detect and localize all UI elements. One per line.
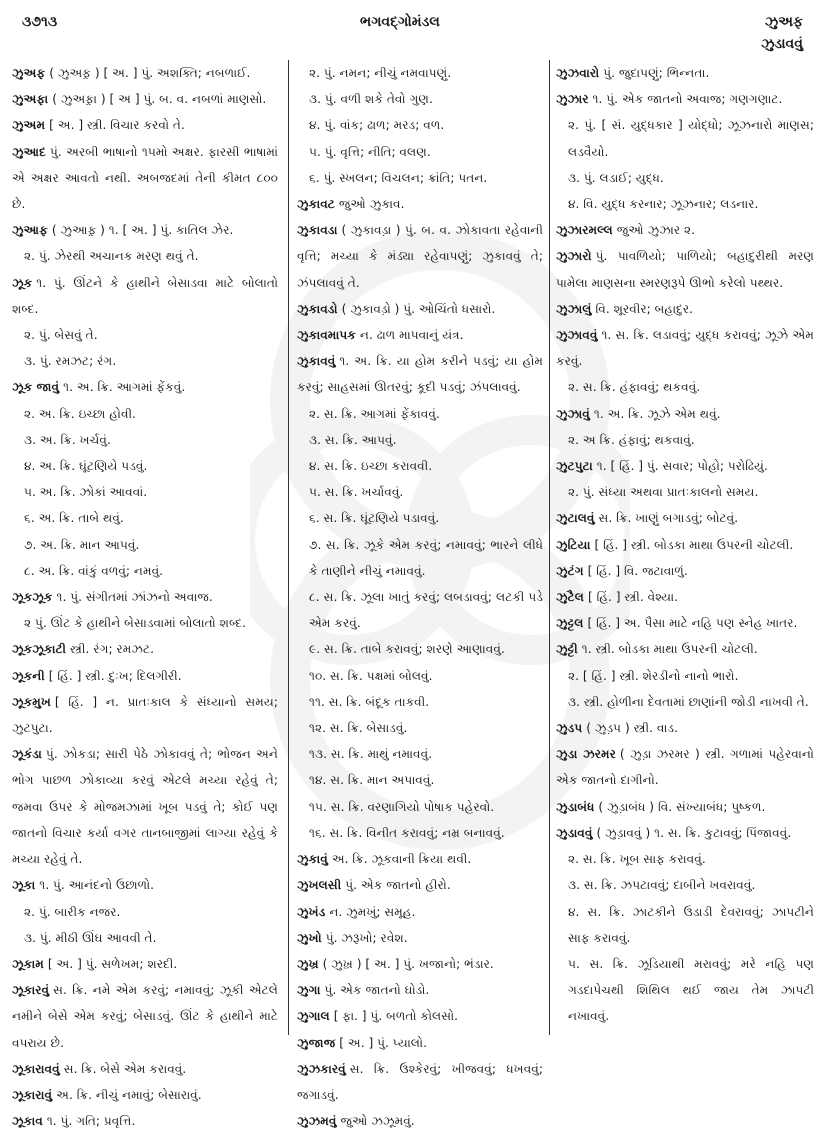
dictionary-entry <box>12 1108 278 1134</box>
definition: ૧. [ હિં. ] પું. સવાર; પોહો; પરોઢિયું. <box>596 459 768 474</box>
headword: ઝુડાબંધ <box>556 799 595 814</box>
dictionary-entry <box>556 794 814 820</box>
dictionary-entry <box>12 112 278 138</box>
definition: [ અ. ] સ્ત્રી. વિચાર કરવો તે. <box>49 118 185 133</box>
definition: પું. એક જાતનો હીરો. <box>345 878 451 893</box>
headword: ઝુઝકારવું <box>297 1061 346 1076</box>
definition: અ. ક્રિ. નીચું નમાવું; બેસારાવું. <box>56 1087 202 1102</box>
definition: ૧. પું. એક જાતનો અવાજ; ગણગણાટ. <box>592 92 783 107</box>
headword: ઝુટ્ટલ <box>556 616 584 631</box>
definition: પું. એક જાતનો ઘોડો. <box>324 983 430 998</box>
headword: ઝૂકંડા <box>12 747 42 762</box>
sub-sense: ૩. પું. વળી શકે તેવો ગુણ. <box>309 92 433 107</box>
dictionary-entry <box>556 243 814 295</box>
dictionary-entry <box>12 636 278 662</box>
sub-sense: ૨. પું. સંધ્યા અથવા પ્રાતઃકાલનો સમય. <box>568 485 759 500</box>
headword: ઝુટંગ <box>556 563 584 578</box>
sub-sense: ૬. અ. ક્રિ. તાબે થવું. <box>24 511 124 526</box>
headword: ઝુટિયા <box>556 537 591 552</box>
dictionary-entry <box>12 584 278 610</box>
sub-sense: ૩. અ. ક્રિ. ખર્ચવું. <box>24 432 111 447</box>
dictionary-entry <box>12 1056 278 1082</box>
sub-sense: ૨. પું. [ સં. યુદ્ધકાર ] યોદ્ધો; ઝૂઝનારો માણસ; લડવૈયો. <box>568 118 814 159</box>
sub-sense: ૨. પું. ઝેરથી અચાનક મરણ થવું તે. <box>24 249 199 264</box>
definition: [ હિં. ] વિ. જટાવાળું. <box>587 563 688 578</box>
definition: પું. ઝોકડા; સારી પેઠે ઝોકાવવું તે; ભોજન અને ભોગ પાછળ ઝોકાવ્યા કરવું એટલે મચ્યા રહેવું તે; જમવા ઉપર કે મોજમઝામાં ખૂબ પડવું તે; કોઈ પણ જાતનો વિચાર કર્યા વગર તાનબાજીમાં લાગ્યા રહેવું કે મચ્યા રહેવું તે. <box>12 747 278 867</box>
headword: ઝુઅમ <box>12 118 46 133</box>
definition: સ. ક્રિ. નમે એમ કરવું; નમાવવું; ઝૂકી એટલે નમીને બેસે એમ કરવું; બેસાડવું. ઊંટ કે હાથીને માટે વપરાય છે. <box>12 983 278 1050</box>
dictionary-entry <box>12 977 278 1056</box>
definition: ( ઝુડ઼ા ઝરમર ) સ્ત્રી. ગળામાં પહેરવાનો એક જાતનો દાગીનો. <box>556 747 814 788</box>
headword: ઝુડાવવું <box>556 825 593 840</box>
definition: સ્ત્રી. રંગ; રમઝટ. <box>70 642 154 657</box>
definition: અ. ક્રિ. ઝૂકવાની ક્રિયા થવી. <box>331 852 472 867</box>
definition: ( ઝુડ઼ાવવું ) ૧. સ. ક્રિ. કુટાવવું; પિંજાવવું. <box>596 825 792 840</box>
definition: ૧. પું. ગતિ; પ્રવૃત્તિ. <box>46 1114 136 1129</box>
sub-sense: ૪. વિ. યુદ્ધ કરનાર; ઝૂઝનાર; લડનાર. <box>568 197 759 212</box>
sub-sense: ૧૪. સ. ક્રિ. માન અપાવવું. <box>309 773 435 788</box>
sub-sense: ૨. સ. ક્રિ. આગમાં ફેંકાવવું. <box>309 406 440 421</box>
definition: પું. ઝરૂખો; રવેશ. <box>325 930 408 945</box>
guide-word-first: ઝુઅફ <box>764 14 803 30</box>
dictionary-entry <box>12 663 278 689</box>
dictionary-entry <box>297 977 543 1003</box>
dictionary-entry <box>556 60 814 86</box>
dictionary-entry <box>556 820 814 846</box>
headword: ઝુખલસી <box>297 878 342 893</box>
column-divider <box>549 60 550 1035</box>
sub-sense: ૫. અ. ક્રિ. ઝોકાં આવવાં. <box>24 485 148 500</box>
headword: ઝુટપુટા <box>556 459 593 474</box>
dictionary-entry <box>556 741 814 793</box>
sub-sense: ૨. સ. ક્રિ. ખૂબ સાફ કરાવવું. <box>568 852 706 867</box>
headword: ઝુખ્ર <box>297 956 319 971</box>
dictionary-entry <box>12 741 278 872</box>
definition: [ હિં. ] ન. પ્રાતઃકાલ કે સંધ્યાનો સમય; ઝુટપુટા. <box>12 694 278 736</box>
sub-sense: ૩. સ. ક્રિ. આપવું. <box>309 432 397 447</box>
headword: ઝુઝારમલ્લ <box>556 223 613 238</box>
dictionary-entry <box>12 217 278 243</box>
definition: જુઓ ઝુઝાર ૨. <box>616 223 696 238</box>
definition: જુઓ ઝુકાવ. <box>338 197 405 212</box>
dictionary-entry <box>297 217 543 296</box>
dictionary-entry <box>556 610 814 636</box>
definition: પું. પાવળિયો; પાળિયો; બહાદુરીથી મરણ પામેલા માણસના સ્મરણરૂપે ઊભો કરેલો પથ્થર. <box>556 249 814 290</box>
dictionary-entry <box>12 1082 278 1108</box>
definition: પું. અરબી ભાષાનો ૧૫મો અક્ષર. ફારસી ભાષામાં એ અક્ષર આવતો નથી. અબજદમાં તેની કીમત ૮૦૦ છે. <box>12 144 278 212</box>
definition: સ. ક્રિ. ઉશ્કેરવું; ખીજવવું; ધખવવું; જગાડવું. <box>297 1061 543 1102</box>
dictionary-entry <box>297 322 543 348</box>
sub-sense: ૭. અ. ક્રિ. માન આપવું. <box>24 537 140 552</box>
headword: ઝૂકારાવવું <box>12 1061 60 1076</box>
sub-sense: ૧૬. સ. ક્રિ. વિનીત કરાવવું; નમ્ર બનાવવું. <box>309 825 505 840</box>
headword: ઝુડપ <box>556 721 583 736</box>
dictionary-entry <box>556 401 814 427</box>
headword: ઝુઝાવવું <box>556 328 598 343</box>
definition: [ ફા. ] પું. બળતો કોલસો. <box>333 1009 459 1024</box>
sub-sense: ૧૦. સ. ક્રિ. પક્ષમાં બોલવું. <box>309 668 433 683</box>
sub-sense: ૪. સ. ક્રિ. ઝાટકીને ઉડાડી દેવરાવવું; ઝાપટીને સાફ કરાવવું. <box>568 904 814 945</box>
headword: ઝુકાવવું <box>297 354 336 369</box>
headword: ઝુકાવડો <box>297 301 338 316</box>
sub-sense: ૨. અ. ક્રિ. ઇચ્છા હોવી. <box>24 406 136 421</box>
sub-sense: ૯. સ. ક્રિ. તાબે કરાવવું; શરણે આણાવવું. <box>309 642 505 657</box>
definition: ( ઝુઆફ઼ ) ૧. [ અ. ] પું. કાતિલ ઝેર. <box>51 223 234 238</box>
dictionary-entry <box>556 715 814 741</box>
column-1 <box>12 60 278 1134</box>
column-2 <box>297 60 543 1134</box>
dictionary-entry <box>12 139 278 218</box>
definition: [ હિં. ] અ. પૈસા માટે નહિ પણ સ્નેહ ખાતર. <box>587 616 798 631</box>
dictionary-entry <box>556 532 814 558</box>
definition: ૧. પું. સંગીતમાં ઝાંઝનો અવાજ. <box>56 590 213 605</box>
headword: ઝુઆદ <box>12 144 46 159</box>
dictionary-entry <box>12 374 278 400</box>
definition: [ અ. ] પું. સળેખમ; શરદી. <box>47 956 178 971</box>
dictionary-entry <box>556 86 814 112</box>
definition: સ. ક્રિ. ખાણું બગાડવું; બોટવું. <box>598 511 739 526</box>
column-divider <box>288 60 289 1035</box>
definition: ન. ઢાળ માપવાનું યંત્ર. <box>359 328 464 343</box>
page-number: ૩૭૧૩ <box>22 14 58 30</box>
headword: ઝૂકા <box>12 878 36 893</box>
definition: ૧. અ. ક્રિ. યા હોમ કરીને પડવું; યા હોમ કરવું; સાહસમાં ઊતરવું; કૂદી પડવું; ઝંપલાવવું. <box>297 354 543 395</box>
sub-sense: ૩. પું. રમઝટ; રંગ. <box>24 354 117 369</box>
headword: ઝૂકારવું <box>12 983 50 998</box>
sub-sense: ૧૩. સ. ક્રિ. માથું નમાવવું. <box>309 747 433 762</box>
definition: ( ઝુઅફ઼ ) [ અ. ] પું. અશક્તિ; નબળાઈ. <box>49 66 251 80</box>
headword: ઝુગા <box>297 983 321 998</box>
dictionary-entry <box>297 899 543 925</box>
definition: ૧. અ. ક્રિ. ઝૂઝે એમ થવું. <box>593 406 721 421</box>
definition: વિ. શૂરવીર; બહાદુર. <box>595 301 694 316</box>
sub-sense: ૮. સ. ક્રિ. ઝૂલા ખાતું કરવું; લબડાવવું; લટકી પડે એમ કરવું. <box>309 590 543 631</box>
sub-sense: ૩. સ. ક્રિ. ઝપટાવવું; દાબીને ખવરાવવું. <box>568 878 756 893</box>
headword: ઝુકાવડા <box>297 223 338 238</box>
definition: ૧. સ. ક્રિ. લડાવવું; યુદ્ધ કરાવવું; ઝૂઝે એમ કરવું. <box>556 328 814 369</box>
sub-sense: ૩. પું. મીઠી ઊંઘ આવવી તે. <box>24 930 157 945</box>
sub-sense: ૬. સ. ક્રિ. ઘૂંટણિયે પડાવવું. <box>309 511 440 526</box>
headword: ઝુકાવમાપક <box>297 328 356 343</box>
definition: ( ઝુકાવડ઼ો ) પું. ઓચિંતો ધસારો. <box>341 301 496 316</box>
definition: ( ઝુડ઼પ ) સ્ત્રી. વાડ. <box>586 721 678 736</box>
headword: ઝુટ્ટી <box>556 642 578 657</box>
dictionary-entry <box>297 1056 543 1108</box>
headword: ઝુઅફા <box>12 92 49 107</box>
dictionary-entry <box>556 505 814 531</box>
definition: ( ઝુડ઼ાબંધ ) વિ. સંખ્યાબંધ; પુષ્કળ. <box>598 799 766 814</box>
sub-sense: ૨. અ ક્રિ. હંફાવું; થકવાવું. <box>568 432 695 447</box>
dictionary-entry <box>297 872 543 898</box>
headword: ઝુઝાલું <box>556 301 592 316</box>
sub-sense: ૫. પું. વૃત્તિ; નીતિ; વલણ. <box>309 144 431 159</box>
definition: ( ઝુઅફ઼ા ) [ અ ] પું. બ. વ. નબળાં માણસો. <box>52 92 267 107</box>
definition: જુઓ ઝઝૂમવું. <box>340 1114 415 1129</box>
sub-sense: ૭. સ. ક્રિ. ઝૂકે એમ કરવું; નમાવવું; ભારને લીધે કે તાણીને નીચું નમાવવું. <box>309 537 543 578</box>
headword: ઝુટૈલ <box>556 590 584 605</box>
headword: ઝુઝારો <box>556 249 592 264</box>
definition: ૧. પું. આનંદનો ઉછાળો. <box>39 878 155 893</box>
dictionary-entry <box>297 1030 543 1056</box>
headword: ઝુઅફ <box>12 66 46 80</box>
dictionary-entry <box>297 951 543 977</box>
headword: ઝુખંડ <box>297 904 326 919</box>
dictionary-entry <box>297 191 543 217</box>
dictionary-entry <box>297 846 543 872</box>
sub-sense: ૨ પું. ઊંટ કે હાથીને બેસાડવામાં બોલાતો શબ્દ. <box>24 616 246 631</box>
headword: ઝુજાજ <box>297 1035 336 1050</box>
headword: ઝૂક <box>12 275 33 290</box>
sub-sense: ૩. પું. લડાઈ; યુદ્ધ. <box>568 170 664 185</box>
dictionary-entry <box>556 453 814 479</box>
headword: ઝુઝમવું <box>297 1114 337 1129</box>
sub-sense: ૨. પું. બેસવું તે. <box>24 328 98 343</box>
definition: ( ઝુકાવડ઼ા ) પું. બ. વ. ઝોકાવતા રહેવાની વૃત્તિ; મચ્યા કે મંડ્યા રહેવાપણું; ઝુકાવવું તે; ઝંપલાવવું તે. <box>297 223 543 290</box>
headword: ઝુઝાવું <box>556 406 590 421</box>
definition: [ હિં. ] સ્ત્રી. દુઃખ; દિલગીરી. <box>48 668 182 683</box>
sub-sense: ૧૫. સ. ક્રિ. વરણાગિયો પોષાક પહેરવો. <box>309 799 495 814</box>
definition: ૧. અ. ક્રિ. આગમાં ફેંકવું. <box>63 380 186 395</box>
guide-word-last: ઝુડાવવું <box>761 36 803 52</box>
dictionary-entry <box>12 86 278 112</box>
headword: ઝૂકની <box>12 668 45 683</box>
dictionary-entry <box>12 951 278 977</box>
dictionary-entry <box>12 60 278 86</box>
dictionary-entry <box>556 217 814 243</box>
sub-sense: ૨. સ. ક્રિ. હંફાવવું; થકવવું. <box>568 380 701 395</box>
definition: [ હિં. ] સ્ત્રી. બોડકા માથા ઉપરની ચોટલી. <box>594 537 794 552</box>
column-3 <box>556 60 814 1030</box>
sub-sense: ૫. સ. ક્રિ. ઝૂડિયાથી મરાવવું; મરે નહિ પણ ગડદાપેચથી શિથિલ થઈ જાય તેમ ઝાપટી નખાવવું. <box>568 956 814 1024</box>
dictionary-entry <box>12 872 278 898</box>
dictionary-entry <box>556 584 814 610</box>
headword: ઝુઝાર <box>556 92 589 107</box>
dictionary-entry <box>12 270 278 322</box>
headword: ઝુઆફ <box>12 223 48 238</box>
headword: ઝુઝવારો <box>556 66 600 80</box>
definition: ૧. સ્ત્રી. બોડકા માથા ઉપરની ચોટલી. <box>581 642 758 657</box>
headword: ઝૂકમુખ <box>12 694 51 709</box>
sub-sense: ૨. [ હિં. ] સ્ત્રી. શેરડીનો નાનો ભારો. <box>568 668 739 683</box>
definition: સ. ક્રિ. બેસે એમ કરાવવું. <box>63 1061 187 1076</box>
sub-sense: ૪. સ. ક્રિ. ઇચ્છા કરાવવી. <box>309 459 433 474</box>
headword: ઝુડા ઝરમર <box>556 747 616 762</box>
definition: પું. જુદાપણું; ભિન્નતા. <box>603 66 710 80</box>
headword: ઝૂકારાવું <box>12 1087 53 1102</box>
dictionary-entry <box>297 1108 543 1134</box>
definition: [ અ. ] પું. પ્યાલો. <box>339 1035 427 1050</box>
sub-sense: ૧૧. સ. ક્રિ. બંદૂક તાકવી. <box>309 694 430 709</box>
dictionary-entry <box>556 558 814 584</box>
sub-sense: ૨. પું. બારીક નજર. <box>24 904 121 919</box>
sub-sense: ૨. પું. નમન; નીચું નમવાપણું. <box>309 66 452 80</box>
headword: ઝૂકામ <box>12 956 44 971</box>
dictionary-entry <box>297 296 543 322</box>
headword: ઝૂકઝૂકાટી <box>12 642 67 657</box>
sub-sense: ૫. સ. ક્રિ. ખર્ચાવવું. <box>309 485 404 500</box>
dictionary-entry <box>297 925 543 951</box>
headword: ઝુકાવટ <box>297 197 335 212</box>
sub-sense: ૪. પું. વાંક; ઢાળ; મરડ; વળ. <box>309 118 445 133</box>
definition: ન. ઝુમખું; સમૂહ. <box>329 904 416 919</box>
sub-sense: ૪. અ. ક્રિ. ઘૂંટણિયે પડવું. <box>24 459 148 474</box>
sub-sense: ૩. સ્ત્રી. હોળીના દેવતામાં છાણાંની જોડી નાખવી તે. <box>568 694 809 709</box>
sub-sense: ૧૨. સ. ક્રિ. બેસાડવું. <box>309 721 408 736</box>
page-title: ભગવદ્ગોમંડલ <box>360 14 440 30</box>
headword: ઝુખો <box>297 930 322 945</box>
headword: ઝૂકાવ <box>12 1114 43 1129</box>
headword: ઝુટાલવું <box>556 511 595 526</box>
dictionary-entry <box>12 689 278 741</box>
definition: ૧. પું. ઊંટને કે હાથીને બેસાડવા માટે બોલાતો શબ્દ. <box>12 275 278 316</box>
headword: ઝુગાલ <box>297 1009 330 1024</box>
headword: ઝુકાવું <box>297 852 328 867</box>
dictionary-entry <box>556 322 814 374</box>
headword: ઝૂકઝૂક <box>12 590 53 605</box>
headword: ઝૂક જાવું <box>12 380 60 395</box>
sub-sense: ૮. અ. ક્રિ. વાંકું વળવું; નમવું. <box>24 563 164 578</box>
dictionary-entry <box>297 1003 543 1029</box>
definition: [ હિં. ] સ્ત્રી. વેશ્યા. <box>587 590 678 605</box>
dictionary-entry <box>556 296 814 322</box>
sub-sense: ૬. પું. સ્ખલન; વિચલન; ક્રાંતિ; પતન. <box>309 170 488 185</box>
dictionary-entry <box>297 348 543 400</box>
definition: ( ઝુખ઼્ર ) [ અ. ] પું. ખજાનો; ભંડાર. <box>322 956 494 971</box>
dictionary-entry <box>556 636 814 662</box>
